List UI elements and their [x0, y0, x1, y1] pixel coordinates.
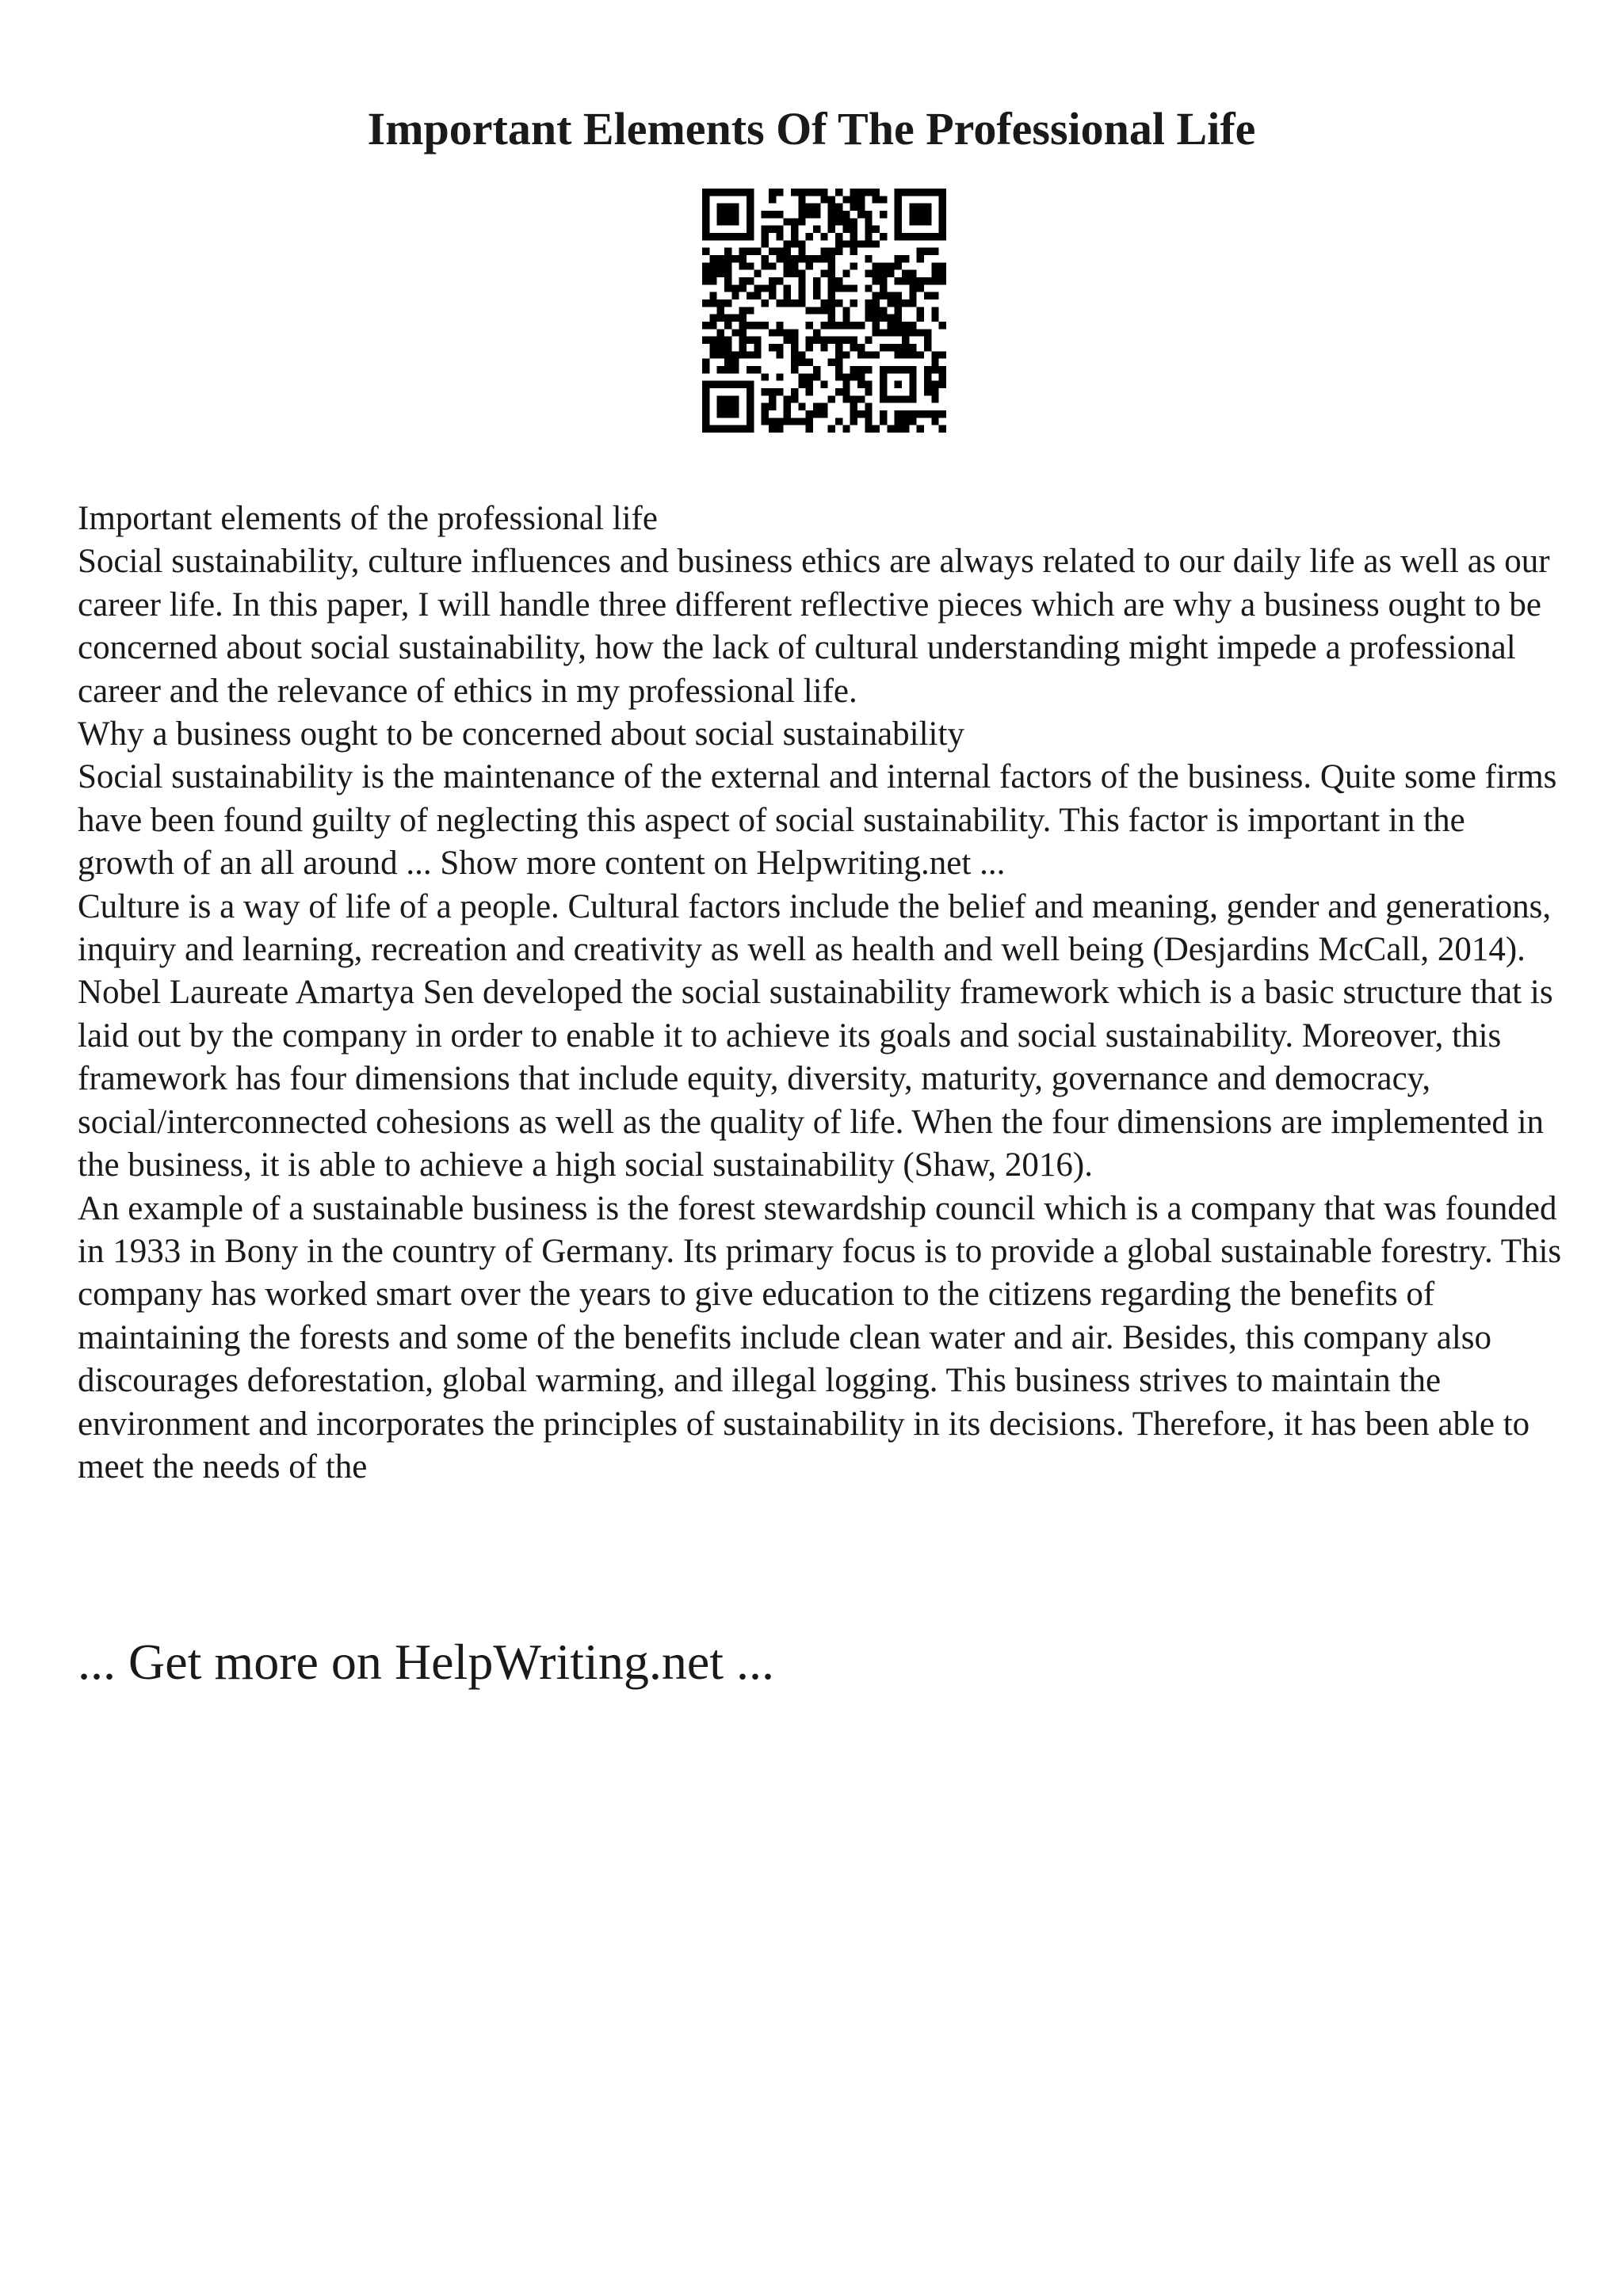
paragraph-heading: Why a business ought to be concerned about social sustainability	[78, 715, 964, 753]
paragraph-social-sustainability: Social sustainability is the maintenance of the external and internal factors of the business. Quite some firms have been found guilty of neglecting this aspect of social sustainability. This factor is important in the growth of an all around ... Show more content on Helpwriting.net ...	[78, 758, 1557, 883]
document-title: Important Elements Of The Professional Life	[367, 103, 1256, 154]
paragraph-culture: Culture is a way of life of a people. Cultural factors include the belief and meaning, gender and generations, inquiry and learning, recreation and creativity as well as health and well being (Desjardins McCall, 2014).	[78, 887, 1552, 969]
get-more-link[interactable]: ... Get more on HelpWriting.net ...	[78, 1634, 774, 1690]
paragraph-intro: Social sustainability, culture influences and business ethics are always related to our daily life as well as our career life. In this paper, I will handle three different reflective pieces which are why a business ought to be concerned about social sustainability, how the lack of cultural understanding might impede a professional career and the relevance of ethics in my professional life.	[78, 543, 1550, 710]
qr-code-icon	[702, 189, 946, 433]
paragraph-framework: Nobel Laureate Amartya Sen developed the social sustainability framework which is a basic structure that is laid out by the company in order to enable it to achieve its goals and social sustainability. Moreover, this framework has four dimensions that include equity, diversity, maturity, governance and democracy, social/interconnected cohesions as well as the quality of life. When the four dimensions are implemented in the business, it is able to achieve a high social sustainability (Shaw, 2016).	[78, 974, 1553, 1184]
paragraph-example: An example of a sustainable business is the forest stewardship council which is a company that was founded in 1933 in Bony in the country of Germany. Its primary focus is to provide a global sustainable forestry. This company has worked smart over the years to give education to the citizens regarding the benefits of maintaining the forests and some of the benefits include clean water and air. Besides, this company also discourages deforestation, global warming, and illegal logging. This business strives to maintain the environment and incorporates the principles of sustainability in its decisions. Therefore, it has been able to meet the needs of the	[78, 1189, 1562, 1486]
document-body	[78, 498, 1568, 1489]
paragraph-subtitle: Important elements of the professional life	[78, 500, 658, 537]
